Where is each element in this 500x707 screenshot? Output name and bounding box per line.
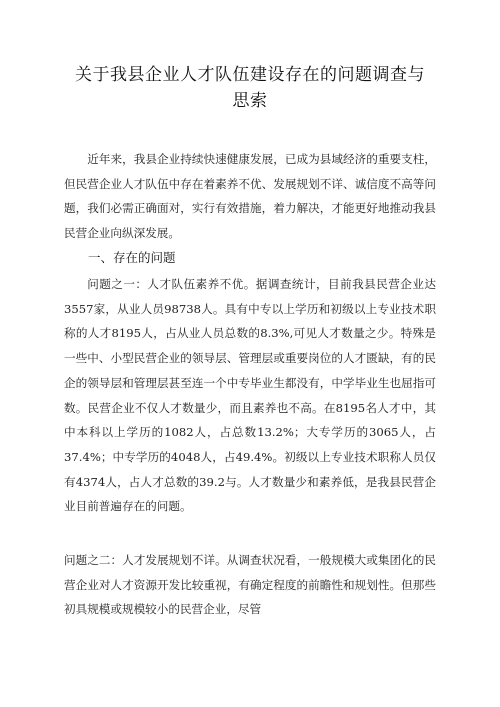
intro-text: 近年来，我县企业持续快速健康发展，已成为县域经济的重要支柱，但民营企业人才队伍中存在着素养不优、发展规划不详、诚信度不高等问题，我们必需正确面对，实行有效措施，着力解决，才能更好地推动我县民营企业向纵深发展。 (64, 152, 436, 241)
issue-1-text: 问题之一：人才队伍素养不优。据调查统计，目前我县民营企业达3557家，从业人员98738人。具有中专以上学历和初级以上专业技术职称的人才8195人，占从业人员总数的8.3%,可见人才数量之少。特殊是一些中、小型民营企业的领导层、管理层或重要岗位的人才匮缺，有的民企的领导层和管理层甚至连一个中专毕业生都没有，中学毕业生也屈指可数。民营企业不仅人才数量少，而且素养也不高。在8195名人才中，其中本科以上学历的1082人，占总数13.2%；大专学历的3065人，占37.4%；中专学历的4048人，占49.4%。初级以上专业技术职称人员仅有4374人，占人才总数的39.2与。人才数量少和素养低，是我县民营企业目前普遍存在的问题。 (64, 277, 436, 514)
document-title: 关于我县企业人才队伍建设存在的问题调查与思索 (75, 65, 425, 111)
section-heading: 一、存在的问题 (88, 250, 176, 265)
issue-2-paragraph (64, 548, 436, 622)
issue-2-text: 问题之二：人才发展规划不详。从调查状况看，一般规模大或集团化的民营企业对人才资源开发比较重视，有确定程度的前瞻性和规划性。但那些初具规模或规模较小的民营企业，尽管 (64, 553, 436, 617)
intro-paragraph (64, 147, 436, 246)
issue-1-paragraph (64, 272, 436, 519)
